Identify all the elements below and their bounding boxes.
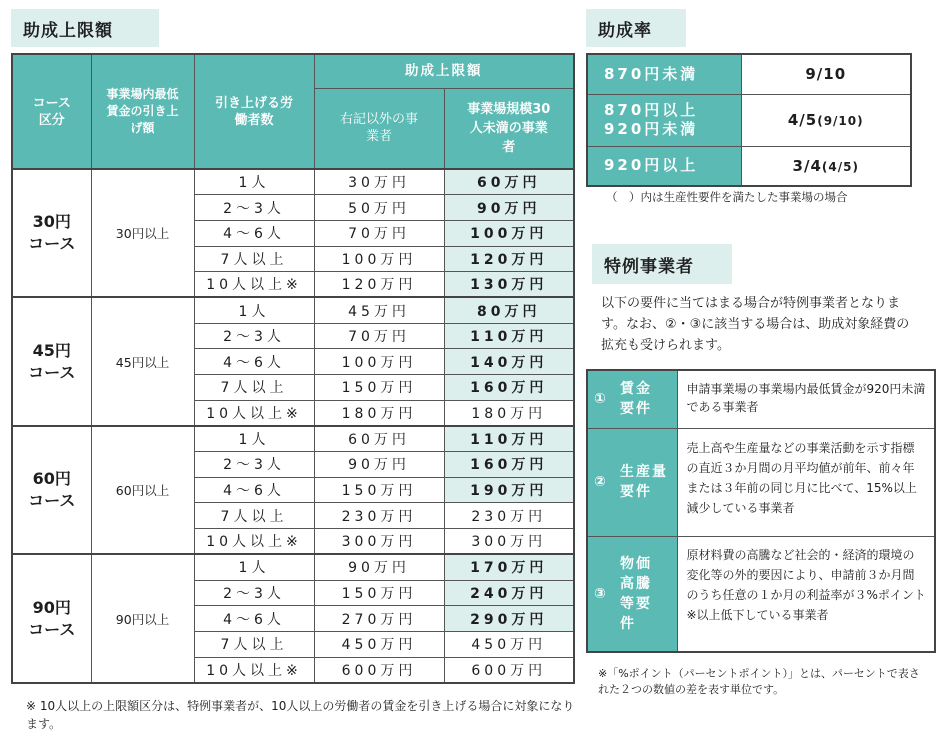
limit-other-cell: 450万円: [314, 631, 444, 657]
worker-count-cell: 1人: [194, 169, 314, 195]
rate-value: 3/4(4/5): [741, 146, 911, 186]
requirements-table: [586, 369, 936, 653]
table-row: [12, 297, 574, 323]
worker-count-cell: 4～6人: [194, 477, 314, 503]
limit-other-cell: 600万円: [314, 657, 444, 683]
limit-other-cell: 70万円: [314, 323, 444, 349]
worker-count-cell: 7人以上: [194, 375, 314, 401]
limit-small-cell: 450万円: [444, 631, 574, 657]
rate-value: 9/10: [741, 54, 911, 94]
limit-other-cell: 100万円: [314, 349, 444, 375]
rate-note: （ ）内は生産性要件を満たした事業場の場合: [606, 190, 848, 204]
worker-count-cell: 2～3人: [194, 323, 314, 349]
limit-other-cell: 150万円: [314, 580, 444, 606]
limit-other-cell: 180万円: [314, 400, 444, 426]
section-title-rate: 助成率: [586, 9, 686, 47]
rate-label: 920円以上: [587, 146, 741, 186]
course-cell: 60円コース: [12, 426, 91, 554]
requirement-label: ③ 物価高騰等要件: [587, 536, 677, 652]
rate-label: 870円未満: [587, 54, 741, 94]
limit-other-cell: 230万円: [314, 503, 444, 529]
limit-other-cell: 90万円: [314, 554, 444, 580]
course-cell: 30円コース: [12, 169, 91, 297]
worker-count-cell: 1人: [194, 554, 314, 580]
limit-other-cell: 100万円: [314, 246, 444, 272]
limit-small-cell: 110万円: [444, 323, 574, 349]
rate-row: [587, 94, 911, 146]
limit-small-cell: 240万円: [444, 580, 574, 606]
limit-small-cell: 110万円: [444, 426, 574, 452]
requirement-row: [587, 370, 935, 428]
limit-small-cell: 140万円: [444, 349, 574, 375]
limit-small-cell: 160万円: [444, 375, 574, 401]
worker-count-cell: 4～6人: [194, 606, 314, 632]
wage-cell: 45円以上: [91, 297, 194, 425]
limit-other-cell: 45万円: [314, 297, 444, 323]
subsidy-rate-table: [586, 53, 912, 187]
section-title-limit: 助成上限額: [11, 9, 159, 47]
header-other: 右記以外の事業者: [314, 88, 444, 169]
limit-other-cell: 90万円: [314, 452, 444, 478]
limit-other-cell: 150万円: [314, 477, 444, 503]
header-limit: 助成上限額: [314, 54, 574, 88]
limit-small-cell: 130万円: [444, 272, 574, 298]
rate-row: [587, 146, 911, 186]
limit-small-cell: 180万円: [444, 400, 574, 426]
limit-other-cell: 120万円: [314, 272, 444, 298]
worker-count-cell: 10人以上※: [194, 529, 314, 555]
limit-small-cell: 300万円: [444, 529, 574, 555]
table-row: [12, 426, 574, 452]
table-row: [12, 554, 574, 580]
limit-small-cell: 190万円: [444, 477, 574, 503]
header-workers: 引き上げる労働者数: [194, 54, 314, 169]
worker-count-cell: 7人以上: [194, 246, 314, 272]
table-row: [12, 169, 574, 195]
worker-count-cell: 7人以上: [194, 503, 314, 529]
worker-count-cell: 4～6人: [194, 349, 314, 375]
limit-other-cell: 70万円: [314, 220, 444, 246]
limit-small-cell: 290万円: [444, 606, 574, 632]
requirement-desc: 申請事業場の事業場内最低賃金が920円未満である事業者: [677, 370, 935, 428]
limit-small-cell: 80万円: [444, 297, 574, 323]
worker-count-cell: 2～3人: [194, 580, 314, 606]
requirement-label: ① 賃金要件: [587, 370, 677, 428]
course-cell: 90円コース: [12, 554, 91, 682]
worker-count-cell: 2～3人: [194, 452, 314, 478]
wage-cell: 90円以上: [91, 554, 194, 682]
subsidy-limit-table: [11, 53, 575, 684]
limit-small-cell: 120万円: [444, 246, 574, 272]
limit-other-cell: 150万円: [314, 375, 444, 401]
limit-small-cell: 100万円: [444, 220, 574, 246]
worker-count-cell: 10人以上※: [194, 657, 314, 683]
requirement-row: [587, 428, 935, 536]
limit-other-cell: 30万円: [314, 169, 444, 195]
header-wage: 事業場内最低賃金の引き上げ額: [91, 54, 194, 169]
section-title-tokurei: 特例事業者: [592, 244, 732, 284]
requirement-label: ② 生産量要件: [587, 428, 677, 536]
worker-count-cell: 1人: [194, 426, 314, 452]
worker-count-cell: 1人: [194, 297, 314, 323]
limit-other-cell: 60万円: [314, 426, 444, 452]
rate-row: [587, 54, 911, 94]
limit-small-cell: 90万円: [444, 195, 574, 221]
requirement-desc: 原材料費の高騰など社会的・経済的環境の変化等の外的要因により、申請前３か月間のうち任意の１か月の利益率が３%ポイント※以上低下している事業者: [677, 536, 935, 652]
worker-count-cell: 10人以上※: [194, 400, 314, 426]
worker-count-cell: 2～3人: [194, 195, 314, 221]
course-cell: 45円コース: [12, 297, 91, 425]
tokurei-description: 以下の要件に当てはまる場合が特例事業者となります。なお、②・③に該当する場合は、助成対象経費の拡充も受けられます。: [601, 296, 910, 353]
limit-small-cell: 170万円: [444, 554, 574, 580]
worker-count-cell: 10人以上※: [194, 272, 314, 298]
limit-small-cell: 230万円: [444, 503, 574, 529]
limit-other-cell: 270万円: [314, 606, 444, 632]
limit-other-cell: 50万円: [314, 195, 444, 221]
requirement-row: [587, 536, 935, 652]
header-course: コース区分: [12, 54, 91, 169]
header-small: 事業場規模30人未満の事業者: [444, 88, 574, 169]
wage-cell: 60円以上: [91, 426, 194, 554]
worker-count-cell: 7人以上: [194, 631, 314, 657]
wage-cell: 30円以上: [91, 169, 194, 297]
rate-label: 870円以上 920円未満: [587, 94, 741, 146]
limit-small-cell: 60万円: [444, 169, 574, 195]
limit-small-cell: 160万円: [444, 452, 574, 478]
rate-value: 4/5(9/10): [741, 94, 911, 146]
limit-footnote: ※ 10人以上の上限額区分は、特例事業者が、10人以上の労働者の賃金を引き上げる場合に対象になります。: [26, 699, 575, 731]
limit-other-cell: 300万円: [314, 529, 444, 555]
worker-count-cell: 4～6人: [194, 220, 314, 246]
limit-small-cell: 600万円: [444, 657, 574, 683]
requirement-desc: 売上高や生産量などの事業活動を示す指標の直近３か月間の月平均値が前年、前々年または３年前の同じ月に比べて、15%以上減少している事業者: [677, 428, 935, 536]
percent-point-footnote: ※「%ポイント（パーセントポイント）」とは、パーセントで表された２つの数値の差を表す単位です。: [598, 667, 920, 696]
